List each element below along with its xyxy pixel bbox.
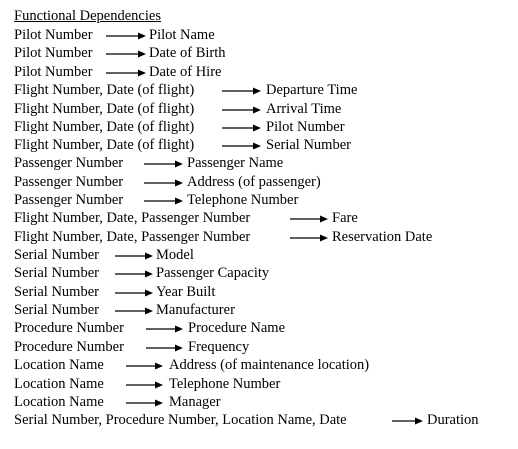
- dependency-row: [0, 338, 518, 356]
- right-arrow-icon: [392, 416, 423, 426]
- dependency-row: [0, 191, 518, 209]
- dependency-determinant: Location Name: [14, 394, 104, 410]
- dependency-dependent: Year Built: [156, 284, 216, 300]
- dependency-determinant: Location Name: [14, 376, 104, 392]
- dependency-row: [0, 356, 518, 374]
- dependency-row: [0, 264, 518, 282]
- dependency-dependent: Manufacturer: [156, 302, 235, 318]
- dependency-determinant: Serial Number: [14, 284, 99, 300]
- dependency-row: [0, 118, 518, 136]
- dependency-determinant: Serial Number, Procedure Number, Location Name, Date: [14, 412, 347, 428]
- dependency-determinant: Pilot Number: [14, 45, 93, 61]
- dependency-dependent: Departure Time: [266, 82, 358, 98]
- right-arrow-icon: [146, 343, 183, 353]
- dependency-determinant: Serial Number: [14, 302, 99, 318]
- dependency-dependent: Pilot Name: [149, 27, 215, 43]
- right-arrow-icon: [115, 306, 153, 316]
- dependency-row: [0, 209, 518, 227]
- dependency-row: [0, 26, 518, 44]
- dependency-determinant: Flight Number, Date, Passenger Number: [14, 210, 251, 226]
- dependency-dependent: Telephone Number: [187, 192, 299, 208]
- dependency-dependent: Address (of maintenance location): [169, 357, 370, 373]
- dependency-row: [0, 319, 518, 337]
- dependency-dependent: Reservation Date: [332, 229, 433, 245]
- dependency-row: [0, 228, 518, 246]
- dependency-row: [0, 393, 518, 411]
- right-arrow-icon: [106, 49, 146, 59]
- right-arrow-icon: [106, 68, 146, 78]
- dependency-row: [0, 411, 518, 429]
- right-arrow-icon: [290, 233, 328, 243]
- dependency-dependent: Passenger Capacity: [156, 265, 270, 281]
- dependency-determinant: Passenger Number: [14, 155, 124, 171]
- dependency-row: [0, 283, 518, 301]
- right-arrow-icon: [144, 159, 183, 169]
- dependency-row: [0, 63, 518, 81]
- dependency-determinant: Passenger Number: [14, 174, 124, 190]
- dependency-dependent: Fare: [332, 210, 358, 226]
- dependency-dependent: Arrival Time: [266, 101, 342, 117]
- right-arrow-icon: [126, 398, 163, 408]
- right-arrow-icon: [222, 141, 261, 151]
- dependency-determinant: Flight Number, Date (of flight): [14, 101, 195, 117]
- right-arrow-icon: [144, 196, 183, 206]
- dependency-dependent: Address (of passenger): [187, 174, 321, 190]
- dependency-row: [0, 136, 518, 154]
- dependency-dependent: Duration: [427, 412, 479, 428]
- dependency-dependent: Passenger Name: [187, 155, 284, 171]
- dependency-determinant: Location Name: [14, 357, 104, 373]
- right-arrow-icon: [222, 86, 261, 96]
- dependency-row: [0, 154, 518, 172]
- dependency-determinant: Procedure Number: [14, 320, 124, 336]
- right-arrow-icon: [222, 105, 261, 115]
- dependency-dependent: Pilot Number: [266, 119, 345, 135]
- right-arrow-icon: [106, 31, 146, 41]
- dependency-dependent: Serial Number: [266, 137, 351, 153]
- dependency-determinant: Flight Number, Date (of flight): [14, 137, 195, 153]
- dependency-row: [0, 44, 518, 62]
- dependency-row: [0, 375, 518, 393]
- right-arrow-icon: [290, 214, 328, 224]
- right-arrow-icon: [115, 288, 153, 298]
- dependency-determinant: Passenger Number: [14, 192, 124, 208]
- dependency-determinant: Flight Number, Date (of flight): [14, 119, 195, 135]
- document-title: Functional Dependencies: [14, 8, 161, 24]
- dependency-determinant: Flight Number, Date, Passenger Number: [14, 229, 251, 245]
- dependency-row: [0, 81, 518, 99]
- dependency-row: [0, 100, 518, 118]
- dependency-determinant: Procedure Number: [14, 339, 124, 355]
- right-arrow-icon: [222, 123, 261, 133]
- dependency-dependent: Date of Birth: [149, 45, 226, 61]
- dependency-row: [0, 301, 518, 319]
- dependency-dependent: Telephone Number: [169, 376, 281, 392]
- dependency-dependent: Manager: [169, 394, 221, 410]
- dependency-dependent: Frequency: [188, 339, 250, 355]
- right-arrow-icon: [115, 251, 153, 261]
- right-arrow-icon: [146, 324, 183, 334]
- dependency-dependent: Model: [156, 247, 194, 263]
- dependency-determinant: Pilot Number: [14, 64, 93, 80]
- dependency-dependent: Procedure Name: [188, 320, 286, 336]
- dependency-determinant: Serial Number: [14, 265, 99, 281]
- right-arrow-icon: [144, 178, 183, 188]
- right-arrow-icon: [115, 269, 153, 279]
- dependency-determinant: Flight Number, Date (of flight): [14, 82, 195, 98]
- dependency-row: [0, 173, 518, 191]
- dependency-row: [0, 246, 518, 264]
- dependency-dependent: Date of Hire: [149, 64, 222, 80]
- right-arrow-icon: [126, 361, 163, 371]
- right-arrow-icon: [126, 380, 163, 390]
- dependency-determinant: Pilot Number: [14, 27, 93, 43]
- dependency-determinant: Serial Number: [14, 247, 99, 263]
